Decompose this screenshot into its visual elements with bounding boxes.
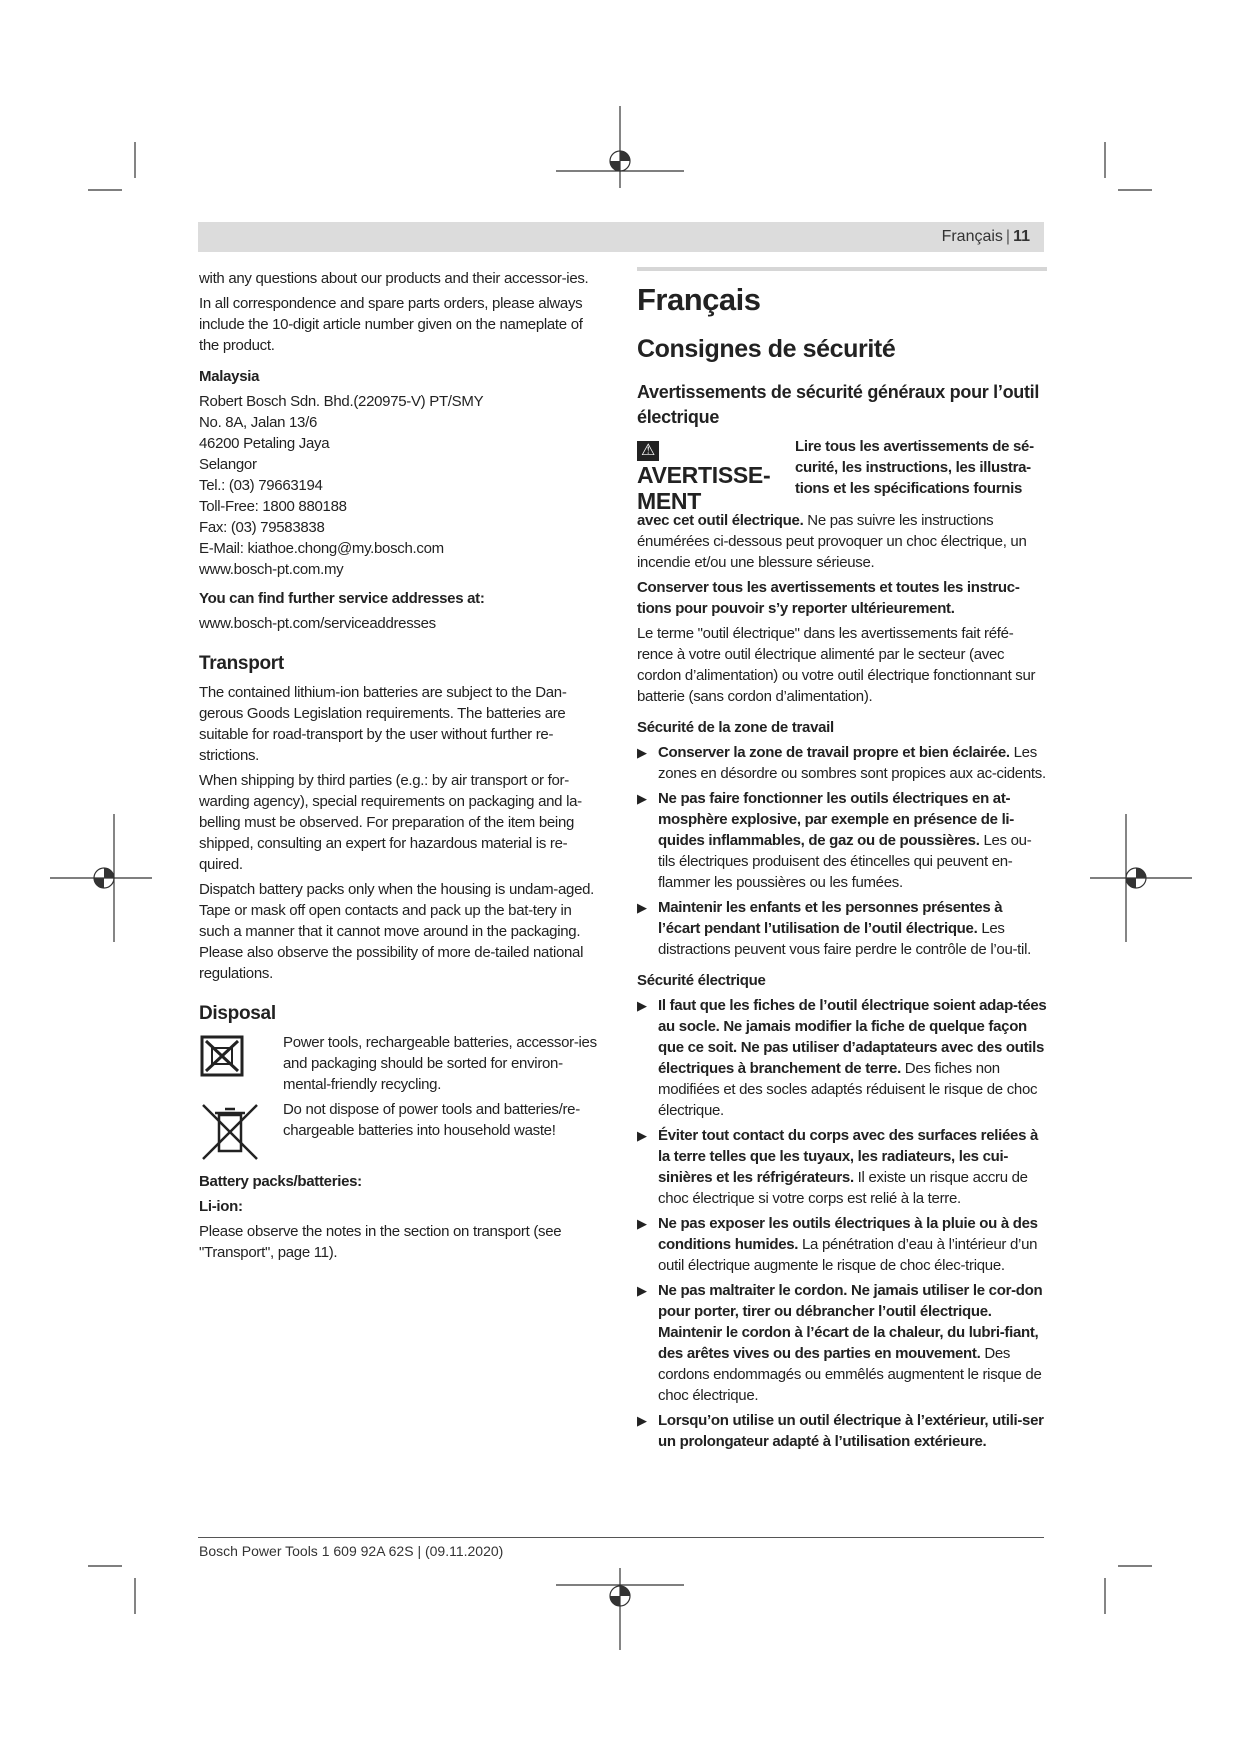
right-column <box>637 268 1047 1456</box>
list-item: ▶ Ne pas maltraiter le cordon. Ne jamais utiliser le cor-don pour porter, tirer ou débrancher l’outil électrique. Maintenir le cordon à l’écart de la chaleur, du lubri-fiant, des arêtes vives ou des parties en mouvement. Des cordons endommagés ou emmêlés augmentent le risque de choc électrique. <box>637 1282 1043 1404</box>
disposal-paragraph-2: Do not dispose of power tools and batteries/re-chargeable batteries into household waste! <box>283 1101 580 1139</box>
warning-triangle-icon: ⚠ <box>637 441 659 461</box>
work-area-list <box>637 742 1047 960</box>
malaysia-address <box>199 391 605 580</box>
transport-heading: Transport <box>199 653 284 674</box>
address-line: No. 8A, Jalan 13/6 <box>199 414 318 431</box>
fax: Fax: (03) 79583838 <box>199 519 325 536</box>
header-text: Français | 11 <box>941 228 1030 245</box>
bullet-arrow-icon: ▶ <box>637 791 647 806</box>
recycling-box-icon <box>199 1034 245 1078</box>
disposal-heading: Disposal <box>199 1003 276 1024</box>
disposal-paragraph-1: Power tools, rechargeable batteries, accessor-ies and packaging should be sorted for environ-mental-friendly recycling. <box>283 1034 597 1093</box>
bullet-arrow-icon: ▶ <box>637 1283 647 1298</box>
subsection-title: Avertissements de sécurité généraux pour l’outil électrique <box>637 382 1040 427</box>
address-line: Selangor <box>199 456 257 473</box>
footer-rule <box>198 1537 1044 1538</box>
footer-text: Bosch Power Tools 1 609 92A 62S | (09.11.2020) <box>199 1543 504 1559</box>
warning-continuation: avec cet outil électrique. Ne pas suivre les instructions énumérées ci-dessous peut provoquer un choc électrique, un incendie et/ou une blessure sérieuse. <box>637 512 1027 571</box>
service-heading: You can find further service addresses at: <box>199 590 485 607</box>
electrical-heading: Sécurité électrique <box>637 972 766 989</box>
disposal-bin-row <box>199 1099 605 1157</box>
disposal-recycle-row <box>199 1032 605 1095</box>
keep-warnings-text: Conserver tous les avertissements et toutes les instruc-tions pour pouvoir s’y reporter ultérieurement. <box>637 579 1020 617</box>
list-item: ▶ Ne pas faire fonctionner les outils électriques en at-mosphère explosive, par exemple en présence de li-quides inflammables, de gaz ou de poussières. Les ou-tils électriques produisent des étincelles qui peuvent en-flammer les poussières ou les fumées. <box>637 790 1032 891</box>
warning-label-line-1: AVERTISSE- <box>637 462 771 488</box>
list-item: ▶ Lorsqu’on utilise un outil électrique à l’extérieur, utili-ser un prolongateur adapté à l’utilisation extérieure. <box>637 1412 1044 1450</box>
liion-text: Please observe the notes in the section on transport (see "Transport", page 11). <box>199 1223 562 1261</box>
address-line: Robert Bosch Sdn. Bhd.(220975-V) PT/SMY <box>199 393 484 410</box>
list-item: ▶ Éviter tout contact du corps avec des surfaces reliées à la terre telles que les tuyaux, les radiateurs, les cui-sinières et les réfrigérateurs. Il existe un risque accru de choc électrique si votre corps est relié à la terre. <box>637 1127 1039 1207</box>
intro-paragraph-2: In all correspondence and spare parts orders, please always include the 10-digit article number given on the nameplate of the product. <box>199 295 583 354</box>
toll-free: Toll-Free: 1800 880188 <box>199 498 347 515</box>
bullet-arrow-icon: ▶ <box>637 745 647 760</box>
term-definition: Le terme "outil électrique" dans les avertissements fait réfé-rence à votre outil électrique alimenté par le secteur (avec cordon d’alimentation) ou votre outil électrique fonctionnant sur batterie (sans cordon d’alimentation). <box>637 625 1036 705</box>
bullet-arrow-icon: ▶ <box>637 998 647 1013</box>
bullet-arrow-icon: ▶ <box>637 1128 647 1143</box>
list-item: ▶ Maintenir les enfants et les personnes présentes à l’écart pendant l’utilisation de l’outil électrique. Les distractions peuvent vous faire perdre le contrôle de l’ou-til. <box>637 899 1031 958</box>
liion-heading: Li-ion: <box>199 1198 243 1215</box>
electrical-list <box>637 995 1047 1452</box>
list-item: ▶ Il faut que les fiches de l’outil électrique soient adap-tées au socle. Ne jamais modifier la fiche de quelque façon que ce soit. Ne pas utiliser d’adaptateurs avec des outils électriques à branchement de terre. Des fiches non modifiées et des socles adaptés réduisent le risque de choc électrique. <box>637 997 1047 1119</box>
bullet-arrow-icon: ▶ <box>637 900 647 915</box>
warning-block <box>637 436 1047 514</box>
email: E-Mail: kiathoe.chong@my.bosch.com <box>199 540 444 557</box>
intro-paragraph-1: with any questions about our products and their accessor-ies. <box>199 270 589 287</box>
warning-side-text: Lire tous les avertissements de sé-curité, les instructions, les illustra-tions et les spécifications fournis <box>795 438 1034 497</box>
page-header <box>198 222 1044 252</box>
transport-paragraph-3: Dispatch battery packs only when the housing is undam-aged. Tape or mask off open contacts and pack up the bat-tery in such a manner that it cannot move around in the packaging. Please also observe the possibility of more de-tailed national regulations. <box>199 881 595 982</box>
bullet-arrow-icon: ▶ <box>637 1413 647 1428</box>
address-line: 46200 Petaling Jaya <box>199 435 330 452</box>
header-language: Français <box>941 228 1003 245</box>
malaysia-heading: Malaysia <box>199 368 260 385</box>
page-number: 11 <box>1013 228 1030 245</box>
service-url: www.bosch-pt.com/serviceaddresses <box>199 615 436 632</box>
list-item: ▶ Conserver la zone de travail propre et bien éclairée. Les zones en désordre ou sombres sont propices aux ac-cidents. <box>637 744 1046 782</box>
work-area-heading: Sécurité de la zone de travail <box>637 719 834 736</box>
battery-heading: Battery packs/batteries: <box>199 1173 362 1190</box>
transport-paragraph-1: The contained lithium-ion batteries are subject to the Dan-gerous Goods Legislation requirements. The batteries are suitable for road-transport by the user without further re-strictions. <box>199 684 567 764</box>
transport-paragraph-2: When shipping by third parties (e.g.: by air transport or for-warding agency), special requirements on packaging and la-belling must be observed. For preparation of the item being shipped, consulting an expert for hazardous material is re-quired. <box>199 772 582 873</box>
bullet-arrow-icon: ▶ <box>637 1216 647 1231</box>
crossed-bin-icon <box>199 1101 261 1163</box>
language-title: Français <box>637 282 761 317</box>
list-item: ▶ Ne pas exposer les outils électriques à la pluie ou à des conditions humides. La pénétration d’eau à l’intérieur d’un outil électrique augmente le risque de choc élec-trique. <box>637 1215 1038 1274</box>
warning-label <box>637 436 787 514</box>
warning-label-line-2: MENT <box>637 488 701 514</box>
website: www.bosch-pt.com.my <box>199 561 344 578</box>
section-title: Consignes de sécurité <box>637 335 896 363</box>
left-column <box>199 268 605 1267</box>
phone: Tel.: (03) 79663194 <box>199 477 323 494</box>
